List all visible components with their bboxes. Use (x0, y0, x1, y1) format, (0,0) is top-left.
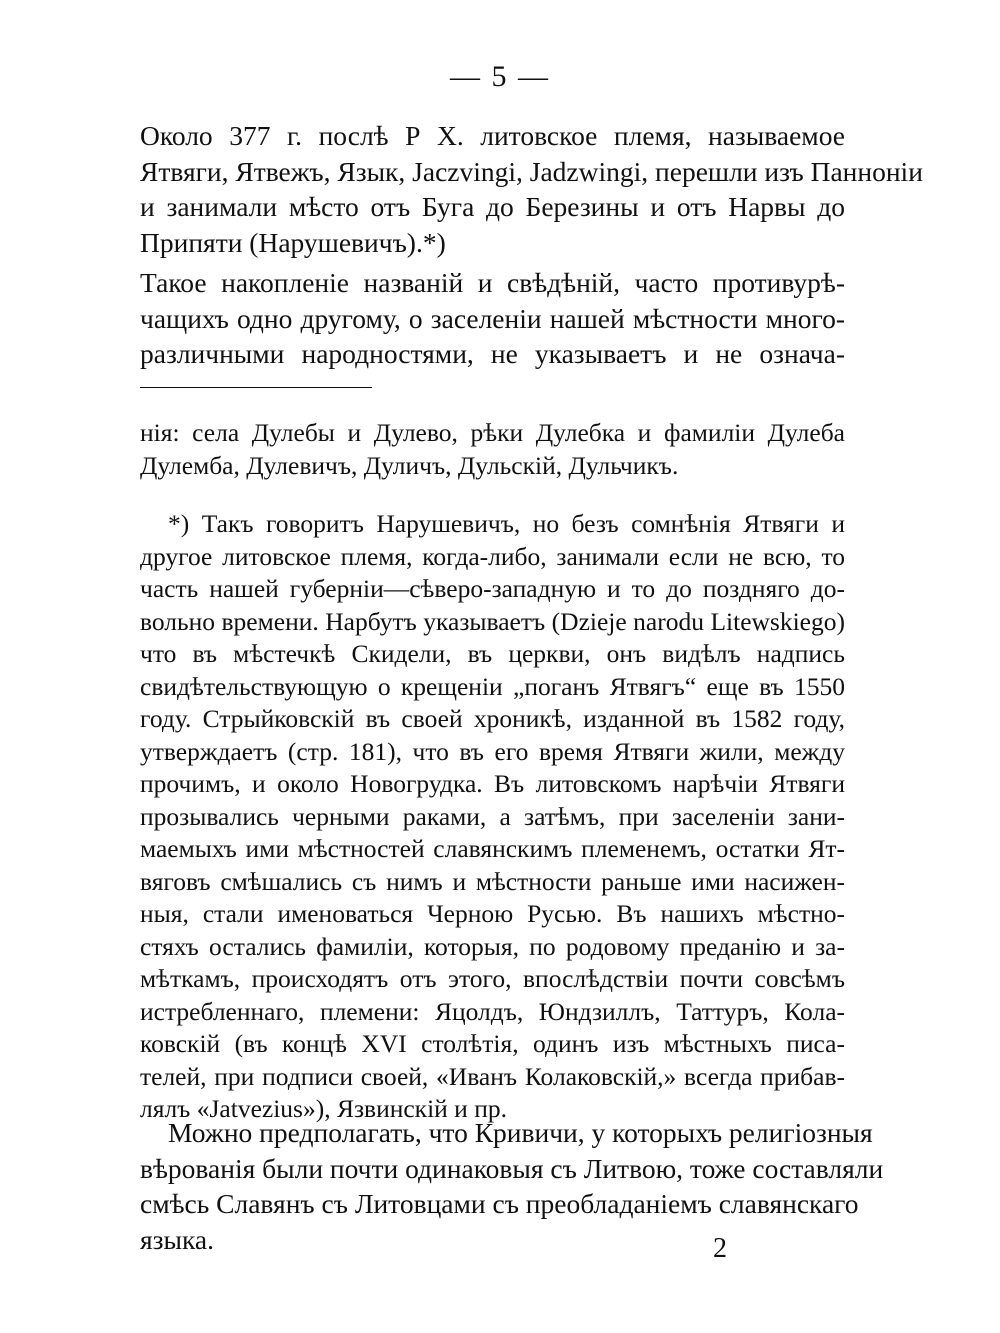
footnote-line: другое литовское племя, когда-либо, занимали если не всю, то (140, 541, 845, 571)
footnote-line: прозывались черными раками, а затѣмъ, при заселеніи зани- (140, 801, 845, 831)
text-line: вѣрованія были почти одинаковыя съ Литвою, тоже составляли (140, 1152, 884, 1184)
footnote-line: мѣткамъ, происходятъ отъ этого, впослѣдствіи почти совсѣмъ (140, 964, 845, 993)
footnote-continuation (140, 417, 845, 482)
paragraph-yatvyagi-origin (140, 118, 923, 260)
page-number: — 5 — (450, 60, 550, 93)
footnote-line: маемыхъ ими мѣстностей славянскимъ племенемъ, остатки Ят- (140, 834, 845, 863)
text-line: Ятвяги, Ятвежъ, Язык, Jaczvingi, Jadzwingi, перешли изъ Панноніи (140, 155, 923, 187)
footnote-line: *) Такъ говоритъ Нарушевичъ, но безъ сомнѣнія Ятвяги и (168, 509, 845, 538)
footnote-line: прочимъ, и около Новогрудка. Въ литовскомъ нарѣчіи Ятвяги (140, 769, 845, 798)
text-line: смѣсь Славянъ съ Литовцами съ преобладаніемъ славянскаго (140, 1188, 859, 1219)
footnote-line: лялъ «Jatvezius»), Язвинскій и пр. (140, 1094, 507, 1123)
text-line: Припяти (Нарушевичъ).*) (140, 226, 446, 258)
footnote-line: часть нашей губерніи—сѣверо-западную и то до поздняго до- (140, 574, 845, 603)
footnote-line: вольно времени. Нарбутъ указываетъ (Dzieje narodu Litewskiego) (140, 606, 845, 636)
footnote-line: вяговъ смѣшались съ нимъ и мѣстности раньше ими насижен- (140, 866, 845, 896)
footnote-narushevich (140, 508, 845, 1126)
footnote-line: истребленнаго, племени: Яцолдъ, Юндзиллъ, Таттуръ, Кола- (140, 996, 845, 1026)
footnote-line: году. Стрыйковскій въ своей хроникѣ, изданной въ 1582 году, (140, 704, 845, 733)
footnote-line: телей, при подписи своей, «Иванъ Колаковскій,» всегда прибав- (140, 1061, 845, 1091)
signature-mark: 2 (713, 1233, 727, 1264)
footnote-line: утверждаетъ (стр. 181), что въ его время Ятвяги жили, между (140, 736, 845, 766)
text-line: Около 377 г. послѣ Р Х. литовское племя, называемое (140, 120, 845, 151)
text-line: и занимали мѣсто отъ Буга до Березины и отъ Нарвы до (140, 191, 845, 222)
paragraph-accumulation (140, 265, 845, 372)
footnote-line: стяхъ остались фамиліи, которыя, по родовому преданію и за- (140, 931, 845, 961)
text-line: Можно предполагать, что Кривичи, у которыхъ религіозныя (168, 1117, 873, 1148)
text-line: Такое накопленіе названій и свѣдѣній, часто противурѣ- (140, 267, 845, 298)
text-line: различными народностями, не указываетъ и не означа- (140, 338, 845, 369)
footnote-line: Дулемба, Дулевичъ, Дуличъ, Дульскій, Дульчикъ. (140, 450, 679, 480)
text-line: языка. (140, 1223, 215, 1255)
footnote-line: что въ мѣстечкѣ Скидели, въ церкви, онъ видѣлъ надпись (140, 639, 845, 668)
footnote-line: свидѣтельствующую о крещеніи „поганъ Ятвягъ“ еще въ 1550 (140, 671, 845, 701)
footnote-line: нія: села Дулебы и Дулево, рѣки Дулебка и фамиліи Дулеба (140, 418, 845, 447)
footnote-divider (140, 387, 372, 388)
text-line: чащихъ одно другому, о заселеніи нашей мѣстности много- (140, 302, 845, 334)
footnote-line: ковскій (въ концѣ XVI столѣтія, одинъ изъ мѣстныхъ писа- (140, 1029, 845, 1058)
footnote-line: ныя, стали именоваться Черною Русью. Въ нашихъ мѣстно- (140, 899, 845, 928)
